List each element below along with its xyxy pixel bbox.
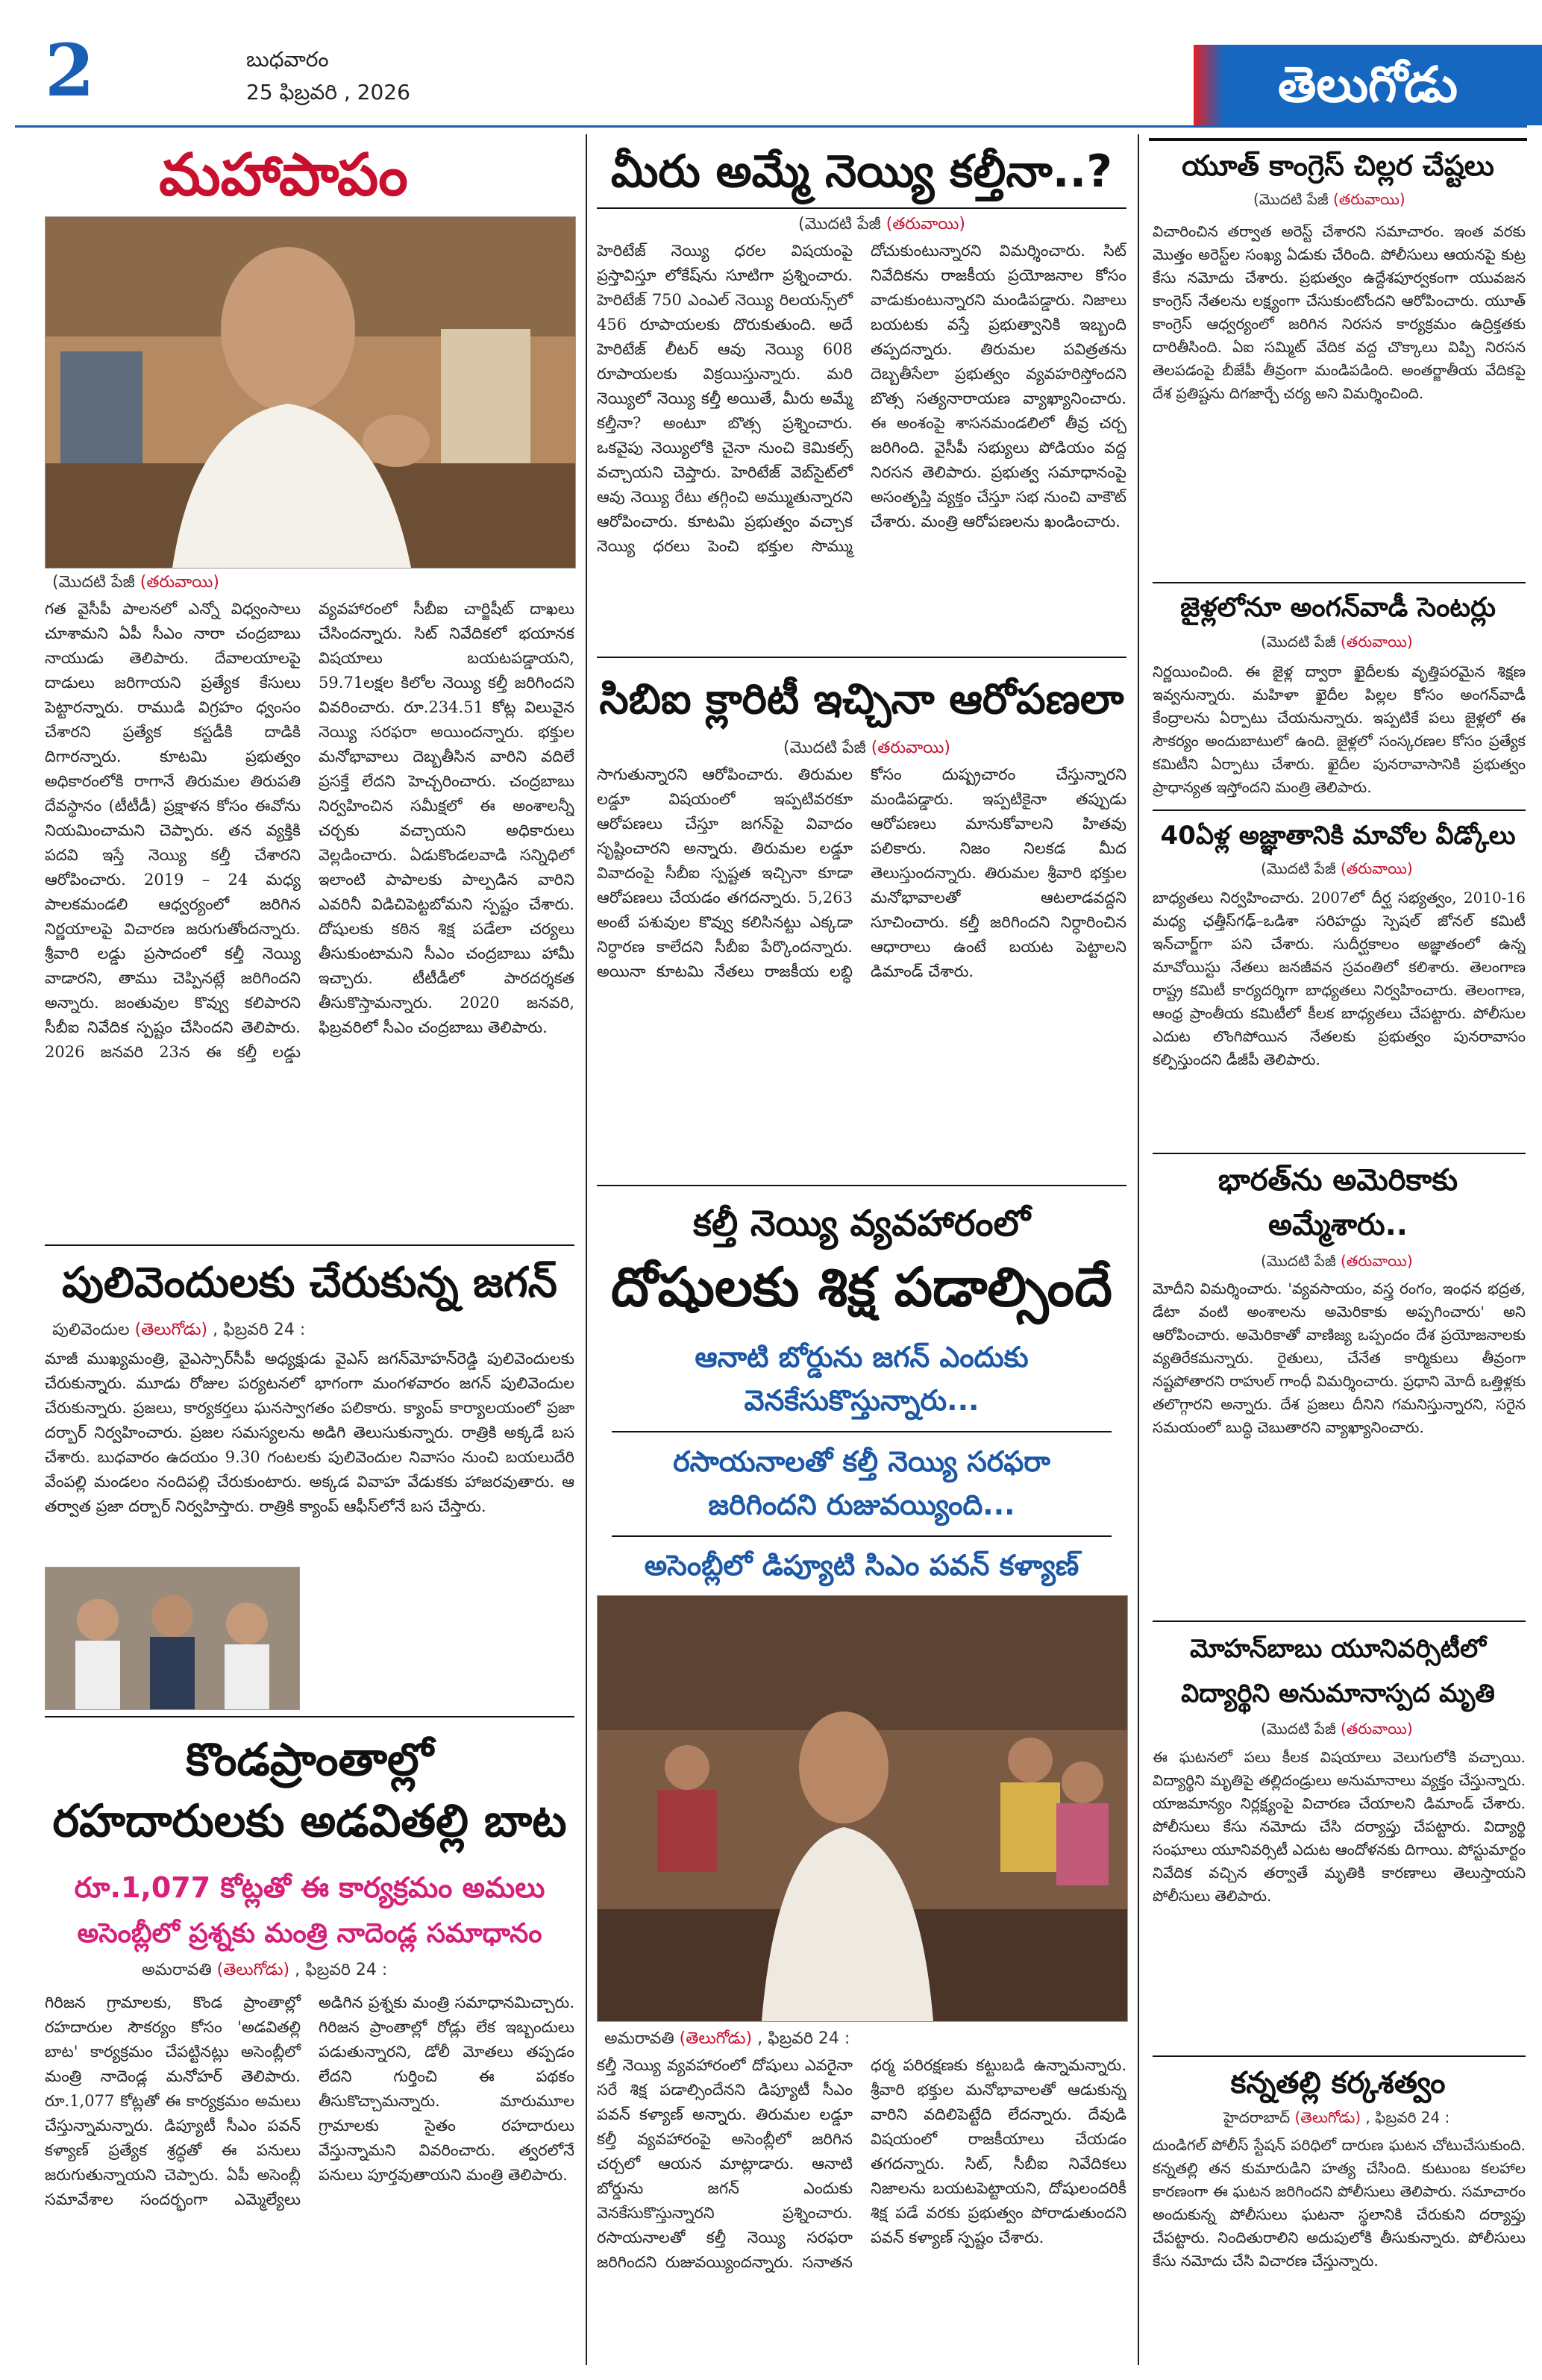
masthead-accent — [1194, 45, 1223, 125]
rule-jail — [1153, 582, 1526, 583]
headline-mohan-line1: మోహన్‌బాబు యూనివర్సిటీలో — [1189, 1634, 1487, 1664]
headline-bharat-line2: అమ్మేశారు.. — [1268, 1208, 1408, 1242]
credit-source: (తరువాయి) — [871, 739, 951, 757]
dateline-konda — [142, 1961, 387, 1983]
credit-cbi — [783, 739, 950, 761]
credit-source: (తరువాయి) — [1333, 190, 1405, 208]
headline-kannatalli: కన్నతల్లి కర్కశత్వం — [1230, 2066, 1446, 2100]
issue-day: బుధవారం — [246, 47, 329, 72]
dateline-source: (తెలుగోడు) — [679, 2029, 753, 2048]
body-bharat: మోదీని విమర్శించారు. 'వ్యవసాయం, వస్త్ర రంగం, ఇంధన భద్రత, డేటా వంటి అంశాలను అమెరికాకు అప్పగించారు' అని ఆరోపించారు. అమెరికాతో వాణిజ్య ఒప్పందం దేశ ప్రయోజనాలకు వ్యతిరేకమన్నారు. రైతులు, చేనేత కార్మికులు తీవ్రంగా నష్టపోతారని రాహుల్ గాంధీ విమర్శించారు. ప్రధాని మోదీ ఒత్తిళ్లకు తలొగ్గారని అన్నారు. దేశ ప్రజలు దీనిని గమనిస్తున్నారని, సరైన సమయంలో బుద్ధి చెబుతారని వ్యాఖ్యానించారు. — [1153, 1280, 1526, 1436]
credit-mohan — [1261, 1720, 1413, 1741]
body-dosha: కల్తీ నెయ్యి వ్యవహారంలో దోషులు ఎవరైనా సరే శిక్ష పడాల్సిందేనని డిప్యూటీ సీఎం పవన్ కళ్యాణ్ అన్నారు. తిరుమల లడ్డూ కల్తీ వ్యవహారంపై అసెంబ్లీలో జరిగిన చర్చలో ఆయన మాట్లాడారు. ఆనాటి బోర్డును జగన్ ఎందుకు వెనకేసుకొస్తున్నారని ప్రశ్నించారు. రసాయనాలతో కల్తీ నెయ్యి సరఫరా జరిగిందని రుజువయ్యిందన్నారు. సనాతన ధర్మ పరిరక్షణకు కట్టుబడి ఉన్నామన్నారు. శ్రీవారి భక్తుల మనోభావాలతో ఆడుకున్న వారిని వదిలిపెట్టేది లేదన్నారు. దేవుడి విషయంలో రాజకీయాలు చేయడం తగదన్నారు. సిట్, సీబీఐ నివేదికలు నిజాలను బయటపెట్టాయని, దోషులందరికీ శిక్ష పడే వరకు ప్రభుత్వం పోరాడుతుందని పవన్ కళ్యాణ్ స్పష్టం చేశారు. — [597, 2056, 1126, 2271]
rule-kannatalli — [1153, 2055, 1526, 2057]
headline-pulivendula: పులివెందులకు చేరుకున్న జగన్ — [62, 1259, 557, 1307]
credit-jail — [1261, 633, 1413, 654]
dateline-date: , ఫిబ్రవరి 24 : — [757, 2029, 850, 2048]
rule-dosha-top — [597, 1185, 1126, 1186]
photo-jagan-crowd — [45, 1567, 300, 1710]
body-konda: గిరిజన గ్రామాలకు, కొండ ప్రాంతాల్లో రహదారుల సౌకర్యం కోసం 'అడవితల్లి బాట' కార్యక్రమం చేపట్టినట్లు అసెంబ్లీలో మంత్రి నాదెండ్ల మనోహర్ తెలిపారు. రూ.1,077 కోట్లతో ఈ కార్యక్రమం అమలు చేస్తున్నామన్నారు. డిప్యూటీ సీఎం పవన్ కళ్యాణ్ ప్రత్యేక శ్రద్ధతో ఈ పనులు జరుగుతున్నాయని చెప్పారు. ఏపీ అసెంబ్లీ సమావేశాల సందర్భంగా ఎమ్మెల్యేలు అడిగిన ప్రశ్నకు మంత్రి సమాధానమిచ్చారు. గిరిజన ప్రాంతాల్లో రోడ్లు లేక ఇబ్బందులు పడుతున్నారని, డోలీ మోతలు తప్పడం లేదని గుర్తించి ఈ పథకం తీసుకొచ్చామన్నారు. మారుమూల గ్రామాలకు సైతం రహదారులు వేస్తున్నామని వివరించారు. త్వరలోనే పనులు పూర్తవుతాయని మంత్రి తెలిపారు. — [45, 1994, 574, 2208]
credit-prefix: (మొదటి పేజీ — [1261, 633, 1336, 651]
credit-prefix: (మొదటి పేజీ — [798, 215, 881, 234]
body-maoist: బాధ్యతలు నిర్వహించారు. 2007లో దీర్ఘ సభ్యత్వం, 2010-16 మధ్య ఛత్తీస్‌గఢ్–ఒడిశా సరిహద్దు స్పెషల్ జోనల్ కమిటీ ఇన్‌చార్జ్‌గా పని చేశారు. సుదీర్ఘకాలం అజ్ఞాతంలో ఉన్న మావోయిస్టు నేతలు జనజీవన స్రవంతిలో కలిశారు. తెలంగాణ రాష్ట్ర కమిటీ కార్యదర్శిగా బాధ్యతలు నిర్వహించారు. తెలంగాణ, ఆంధ్ర ప్రాంతీయ కమిటీలో కీలక బాధ్యతలు చేపట్టారు. పోలీసుల ఎదుట లొంగిపోయిన నేతలకు ప్రభుత్వం పునరావాసం కల్పిస్తుందని డీజీపీ తెలిపారు. — [1153, 889, 1526, 1068]
subhead-dosha-1 — [597, 1335, 1126, 1425]
headline-cbi: సిబిఐ క్లారిటీ ఇచ్చినా ఆరోపణలా — [599, 675, 1124, 724]
dateline-pulivendula — [52, 1321, 305, 1343]
subhead-dosha-2-line1: రసాయనాలతో కల్తీ నెయ్యి సరఫరా — [673, 1445, 1050, 1478]
dateline-place: హైదరాబాద్ — [1223, 2108, 1291, 2126]
subhead-dosha-1-line2: వెనకేసుకొస్తున్నారు... — [744, 1384, 980, 1417]
subhead-dosha-2-line2: జరిగిందని రుజువయ్యింది... — [708, 1488, 1015, 1521]
credit-source: (తరువాయి) — [1341, 633, 1413, 651]
kicker-dosha: కల్తీ నెయ్యి వ్యవహారంలో — [692, 1203, 1031, 1244]
credit-bharat — [1261, 1252, 1413, 1274]
body-pulivendula: మాజీ ముఖ్యమంత్రి, వైఎస్సార్‌సీపీ అధ్యక్షుడు వైఎస్ జగన్‌మోహన్‌రెడ్డి పులివెందులకు చేరుకున్నారు. మూడు రోజుల పర్యటనలో భాగంగా మంగళవారం జగన్ పులివెందుల చేరుకున్నారు. ప్రజలు, కార్యకర్తలు ఘనస్వాగతం పలికారు. క్యాంప్ కార్యాలయంలో ప్రజా దర్బార్ నిర్వహించారు. ప్రజల సమస్యలను అడిగి తెలుసుకున్నారు. రాత్రికి అక్కడే బస చేశారు. బుధవారం ఉదయం 9.30 గంటలకు పులివెందుల నివాసం నుంచి బయలుదేరి వేంపల్లి మండలం నందిపల్లి చేరుకుంటారు. అక్కడ వివాహ వేడుకకు హాజరవుతారు. ఆ తర్వాత ప్రజా దర్బార్ నిర్వహిస్తారు. రాత్రికి క్యాంప్ ఆఫీస్‌లోనే బస చేస్తారు. — [45, 1350, 574, 1515]
rule-dosha-sub — [612, 1431, 1112, 1432]
photo-chandrababu-image — [46, 217, 575, 568]
credit-source: (తరువాయి) — [1341, 859, 1413, 877]
headline-mohan — [1149, 1626, 1527, 1716]
dateline-source: (తెలుగోడు) — [134, 1321, 208, 1339]
page-number: 2 — [45, 28, 95, 113]
dateline-place: అమరావతి — [142, 1961, 212, 1979]
headline-konda-line1: కొండప్రాంతాల్లో — [186, 1734, 433, 1786]
dateline-source: (తెలుగోడు) — [216, 1961, 290, 1979]
body-youth: విచారించిన తర్వాత అరెస్ట్ చేశారని సమాచారం. ఇంత వరకు మొత్తం అరెస్ట్‌ల సంఖ్య ఏడుకు చేరింది. పోలీసులు ఆయనపై కుట్ర కేసు నమోదు చేశారు. ప్రభుత్వం ఉద్దేశపూర్వకంగా యువజన కాంగ్రెస్ నేతలను లక్ష్యంగా చేసుకుంటోందని ఆరోపించారు. యూత్ కాంగ్రెస్ ఆధ్వర్యంలో జరిగిన నిరసన కార్యక్రమం ఉద్రిక్తతకు దారితీసింది. ఏఐ సమ్మిట్ వేదిక వద్ద చొక్కాలు విప్పి నిరసన తెలపడంపై బీజేపీ తీవ్రంగా మండిపడింది. అంతర్జాతీయ వేదికపై దేశ ప్రతిష్టను దిగజార్చే చర్య అని విమర్శించింది. — [1153, 222, 1526, 402]
body-neyyi: హెరిటేజ్ నెయ్యి ధరల విషయంపై ప్రస్తావిస్తూ లోకేష్‌ను సూటిగా ప్రశ్నించారు. హెరిటేజ్ 750 ఎంఎల్ నెయ్యి రిలయన్స్‌లో 456 రూపాయలకు దొరుకుతుంది. అదే హెరిటేజ్ లీటర్ ఆవు నెయ్యి 608 రూపాయలకు విక్రయిస్తున్నారు. మరి నెయ్యిలో నెయ్యి కల్తీ అయితే, మీరు అమ్మే కల్తీనా? అంటూ బొత్స ప్రశ్నించారు. ఒకవైపు నెయ్యిలోకి చైనా నుంచి కెమికల్స్ వచ్చాయని చెప్తారు. హెరిటేజ్ వెబ్‌సైట్‌లో ఆవు నెయ్యి రేటు తగ్గించి అమ్ముతున్నారని ఆరోపించారు. కూటమి ప్రభుత్వం వచ్చాక నెయ్యి ధరలు పెంచి భక్తుల సొమ్ము దోచుకుంటున్నారని విమర్శించారు. సిట్ నివేదికను రాజకీయ ప్రయోజనాల కోసం వాడుకుంటున్నారని మండిపడ్డారు. నిజాలు బయటకు వస్తే ప్రభుత్వానికి ఇబ్బంది తప్పదన్నారు. తిరుమల పవిత్రతను దెబ్బతీసేలా ప్రభుత్వం వ్యవహరిస్తోందని బొత్స సత్యనారాయణ వ్యాఖ్యానించారు. ఈ అంశంపై శాసనమండలిలో తీవ్ర చర్చ జరిగింది. వైసీపీ సభ్యులు పోడియం వద్ద నిరసన తెలిపారు. ప్రభుత్వ సమాధానంపై అసంతృప్తి వ్యక్తం చేస్తూ సభ నుంచి వాకౌట్ చేశారు. మంత్రి ఆరోపణలను ఖండించారు. — [597, 242, 1126, 555]
credit-source: (తరువాయి) — [1341, 1720, 1413, 1738]
body-pulivendula-cont — [310, 1567, 574, 1709]
credit-neyyi — [798, 215, 965, 237]
photo-jagan-crowd-image — [46, 1568, 299, 1709]
headline-maoist: 40ఏళ్ల అజ్ఞాతానికి మావోల వీడ్కోలు — [1160, 821, 1516, 851]
photo-chandrababu — [45, 216, 576, 569]
credit-source: (తరువాయి) — [140, 573, 220, 592]
dateline-date: , ఫిబ్రవరి 24 : — [213, 1321, 306, 1339]
subhead-dosha-3: అసెంబ్లీలో డిప్యూటి సిఎం పవన్ కళ్యాణ్ — [644, 1549, 1079, 1582]
rule-bharat — [1153, 1153, 1526, 1154]
header-rule — [15, 125, 1527, 128]
dateline-kannatalli — [1223, 2108, 1449, 2130]
dateline-source: (తెలుగోడు) — [1294, 2108, 1361, 2126]
rule-maoist — [1153, 809, 1526, 811]
credit-maoist — [1261, 859, 1413, 881]
rule-youth-top — [1149, 138, 1527, 143]
subhead-dosha-2 — [597, 1440, 1126, 1529]
rule-col1-b — [45, 1716, 574, 1717]
credit-prefix: (మొదటి పేజీ — [783, 739, 866, 757]
headline-konda — [45, 1729, 574, 1856]
rule-col1-a — [45, 1244, 574, 1246]
rule-cbi-top — [597, 657, 1126, 658]
subhead-konda-1: రూ.1,077 కోట్లతో ఈ కార్యక్రమం అమలు — [74, 1871, 545, 1904]
credit-prefix: (మొదటి పేజీ — [1253, 190, 1329, 208]
headline-jail: జైళ్లలోనూ అంగన్‌వాడీ సెంటర్లు — [1180, 592, 1496, 623]
headline-bharat-line1: భారత్‌ను అమెరికాకు — [1217, 1163, 1458, 1197]
headline-mohan-line2: విద్యార్థిని అనుమానాస్పద మృతి — [1181, 1679, 1495, 1709]
headline-konda-line2: రహదారులకు అడవితల్లి బాట — [52, 1795, 567, 1847]
issue-date: 25 ఫిబ్రవరి , 2026 — [246, 80, 410, 104]
headline-neyyi: మీరు అమ్మే నెయ్యి కల్తీనా..? — [610, 145, 1113, 198]
dateline-place: పులివెందుల — [52, 1321, 130, 1339]
body-cbi: సాగుతున్నారని ఆరోపించారు. తిరుమల లడ్డూ విషయంలో ఇప్పటివరకూ ఆరోపణలు చేస్తూ జగన్‌పై వివాదం సృష్టించారని అన్నారు. తిరుమల లడ్డూ వివాదంపై సీబీఐ స్పష్టత ఇచ్చినా కూడా ఆరోపణలు చేయడం తగదన్నారు. 5,263 అంటే పశువుల కొవ్వు కలిసినట్టు ఎక్కడా నిర్ధారణ కాలేదని సీబీఐ పేర్కొందన్నారు. అయినా కూటమి నేతలు రాజకీయ లబ్ధి కోసం దుష్ప్రచారం చేస్తున్నారని మండిపడ్డారు. ఇప్పటికైనా తప్పుడు ఆరోపణలు మానుకోవాలని హితవు పలికారు. నిజం నిలకడ మీద తెలుస్తుందన్నారు. తిరుమల శ్రీవారి భక్తుల మనోభావాలతో ఆటలాడవద్దని సూచించారు. కల్తీ జరిగిందని నిర్ధారించిన ఆధారాలు ఉంటే బయట పెట్టాలని డిమాండ్ చేశారు. — [597, 765, 1126, 980]
rule-neyyi — [597, 207, 1126, 209]
credit-source: (తరువాయి) — [1341, 1252, 1413, 1270]
credit-mahapapam — [52, 573, 219, 595]
credit-prefix: (మొదటి పేజీ — [1261, 1720, 1336, 1738]
headline-mahapapam: మహాపాపం — [159, 141, 408, 209]
subhead-dosha-1-line1: ఆనాటి బోర్డును జగన్ ఎందుకు — [695, 1341, 1029, 1374]
credit-prefix: (మొదటి పేజీ — [1261, 1252, 1336, 1270]
column-divider-1 — [586, 134, 587, 2365]
dateline-date: , ఫిబ్రవరి 24 : — [295, 1961, 388, 1979]
credit-source: (తరువాయి) — [886, 215, 966, 234]
body-mahapapam: గత వైసీపీ పాలనలో ఎన్నో విధ్వంసాలు చూశామని ఏపీ సీఎం నారా చంద్రబాబు నాయుడు తెలిపారు. దేవాలయాలపై దాడులు జరిగాయని ప్రత్యేక కేసులు పెట్టారన్నారు. రాముడి విగ్రహం ధ్వంసం చేశారని ప్రత్యేక కస్టడీకి దాడికి దిగారన్నారు. కూటమి ప్రభుత్వం అధికారంలోకి రాగానే తిరుమల తిరుపతి దేవస్థానం (టీటీడీ) ప్రక్షాళన కోసం ఈవోను నియమించామని చెప్పారు. తన వ్యక్తికి పదవి ఇస్తే నెయ్యి కల్తీ చేశారని ఆరోపించారు. 2019 – 24 మధ్య పాలకమండలి ఆధ్వర్యంలో జరిగిన నిర్ణయాలపై విచారణ జరుగుతోందన్నారు. శ్రీవారి లడ్డు ప్రసాదంలో కల్తీ నెయ్యి వాడారని, తాము చెప్పినట్లే జరిగిందని అన్నారు. జంతువుల కొవ్వు కలిపారని సీబీఐ నివేదిక స్పష్టం చేసిందని తెలిపారు. 2026 జనవరి 23న ఈ కల్తీ లడ్డు వ్యవహారంలో సీబీఐ చార్జిషీట్ దాఖలు చేసిందన్నారు. సిట్ నివేదికలో భయానక విషయాలు బయటపడ్డాయని, 59.71లక్షల కిలోల నెయ్యి కల్తీ జరిగిందని వివరించారు. రూ.234.51 కోట్ల విలువైన నెయ్యి సరఫరా అయిందన్నారు. భక్తుల మనోభావాలు దెబ్బతీసిన వారిని వదిలే ప్రసక్తే లేదని హెచ్చరించారు. చంద్రబాబు నిర్వహించిన సమీక్షలో ఈ అంశాలన్నీ చర్చకు వచ్చాయని అధికారులు వెల్లడించారు. ఏడుకొండలవాడి సన్నిధిలో ఇలాంటి పాపాలకు పాల్పడిన వారిని ఎవరినీ విడిచిపెట్టబోమని స్పష్టం చేశారు. దోషులకు కఠిన శిక్ష పడేలా చర్యలు తీసుకుంటామని సీఎం చంద్రబాబు హామీ ఇచ్చారు. టీటీడీలో పారదర్శకత తీసుకొస్తామన్నారు. 2020 జనవరి, ఫిబ్రవరిలో సీఎం చంద్రబాబు తెలిపారు. — [45, 600, 574, 1061]
masthead: తెలుగోడు — [1194, 45, 1542, 125]
rule-dosha-sub2 — [612, 1535, 1112, 1537]
subhead-konda-2: అసెంబ్లీలో ప్రశ్నకు మంత్రి నాదెండ్ల సమాధానం — [77, 1918, 542, 1949]
headline-dosha: దోషులకు శిక్ష పడాల్సిందే — [611, 1256, 1112, 1318]
photo-pawan-kalyan-image — [598, 1596, 1127, 2021]
credit-youth — [1253, 190, 1405, 212]
headline-bharat — [1149, 1158, 1527, 1247]
body-jail: నిర్ణయించింది. ఈ జైళ్ల ద్వారా ఖైదీలకు వృత్తిపరమైన శిక్షణ ఇవ్వనున్నారు. మహిళా ఖైదీల పిల్లల కోసం అంగన్‌వాడీ కేంద్రాలను ఏర్పాటు చేయనున్నారు. ఇప్పటికే పలు జైళ్లలో ఈ సౌకర్యం అందుబాటులో ఉంది. జైళ్లలో సంస్కరణల కోసం ప్రత్యేక కమిటీని ఏర్పాటు చేశారు. ఖైదీల పునరావాసానికి ప్రభుత్వం ప్రాధాన్యత ఇస్తోందని మంత్రి తెలిపారు. — [1153, 663, 1526, 796]
credit-prefix: (మొదటి పేజీ — [52, 573, 135, 592]
issue-date-block — [246, 43, 410, 109]
dateline-date: , ఫిబ్రవరి 24 : — [1365, 2108, 1450, 2126]
body-kannatalli: దుండిగల్ పోలీస్ స్టేషన్ పరిధిలో దారుణ ఘటన చోటుచేసుకుంది. కన్నతల్లి తన కుమారుడిని హత్య చేసింది. కుటుంబ కలహాల కారణంగా ఈ ఘటన జరిగిందని పోలీసులు తెలిపారు. సమాచారం అందుకున్న పోలీసులు ఘటనా స్థలానికి చేరుకుని దర్యాప్తు చేపట్టారు. నిందితురాలిని అదుపులోకి తీసుకున్నారు. పోలీసులు కేసు నమోదు చేసి విచారణ చేస్తున్నారు. — [1153, 2136, 1526, 2270]
dateline-dosha — [604, 2029, 850, 2052]
photo-pawan-kalyan — [597, 1595, 1128, 2022]
credit-prefix: (మొదటి పేజీ — [1261, 859, 1336, 877]
dateline-place: అమరావతి — [604, 2029, 674, 2048]
headline-youth: యూత్ కాంగ్రెస్ చిల్లర చేష్టలు — [1182, 149, 1494, 182]
column-divider-2 — [1138, 134, 1139, 2365]
rule-mohan — [1153, 1620, 1526, 1622]
body-mohan: ఈ ఘటనలో పలు కీలక విషయాలు వెలుగులోకి వచ్చాయి. విద్యార్థిని మృతిపై తల్లిదండ్రులు అనుమానాలు వ్యక్తం చేస్తున్నారు. యాజమాన్యం నిర్లక్ష్యంపై విచారణ చేయాలని డిమాండ్ చేశారు. పోలీసులు కేసు నమోదు చేసి దర్యాప్తు చేపట్టారు. విద్యార్థి సంఘాలు యూనివర్సిటీ ఎదుట ఆందోళనకు దిగాయి. పోస్టుమార్టం నివేదిక వచ్చిన తర్వాతే మృతికి కారణాలు తెలుస్తాయని పోలీసులు తెలిపారు. — [1153, 1748, 1526, 1905]
